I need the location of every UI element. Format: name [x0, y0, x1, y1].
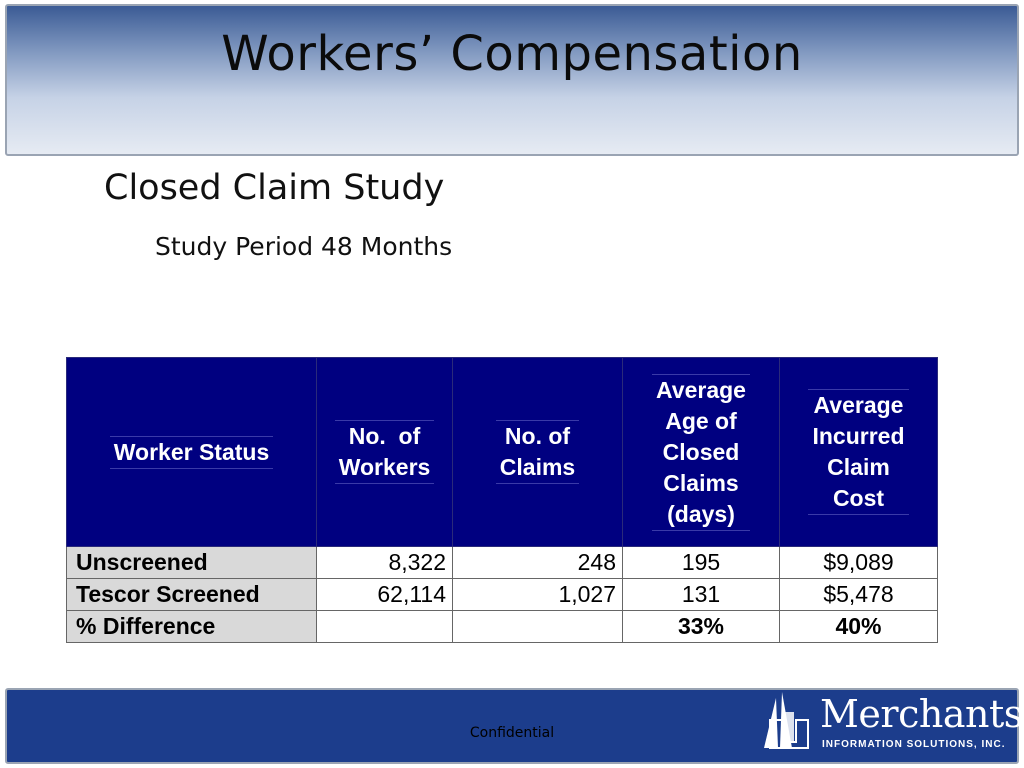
cell-cost: 40% [780, 611, 938, 643]
merchants-logo [762, 690, 1023, 756]
header-line: Cost [832, 485, 885, 511]
table-row [67, 547, 938, 579]
slide-title: Workers’ Compensation [221, 26, 803, 82]
header-line: Average [656, 376, 746, 403]
header-no-of-claims [453, 358, 623, 547]
header-line: Closed [662, 438, 740, 465]
header-no-of-workers [317, 358, 453, 547]
table-row [67, 579, 938, 611]
merchants-building-icon [762, 690, 812, 752]
confidential-label: Confidential [469, 725, 555, 741]
cell-claims: 248 [453, 547, 623, 579]
cell-workers: 8,322 [317, 547, 453, 579]
header-line: Claim [827, 454, 890, 480]
row-label: Unscreened [67, 547, 317, 579]
header-line: Average [813, 392, 904, 418]
cell-age: 195 [623, 547, 780, 579]
header-line: No. of [348, 423, 421, 449]
cell-workers [317, 611, 453, 643]
row-label: Tescor Screened [67, 579, 317, 611]
cell-age: 131 [623, 579, 780, 611]
cell-workers: 62,114 [317, 579, 453, 611]
logo-tagline: INFORMATION SOLUTIONS, INC. [822, 739, 1006, 750]
cell-cost: $9,089 [780, 547, 938, 579]
header-average-age [623, 358, 780, 547]
header-line: No. of [504, 423, 571, 449]
header-average-cost [780, 358, 938, 547]
claim-study-table [66, 357, 938, 643]
header-line: Workers [338, 454, 431, 480]
cell-age: 33% [623, 611, 780, 643]
header-line: (days) [667, 500, 735, 527]
header-line: Claims [499, 454, 576, 480]
slide-subtitle: Closed Claim Study [104, 168, 445, 208]
header-line: Age of [665, 407, 737, 434]
title-banner [5, 4, 1019, 156]
cell-claims [453, 611, 623, 643]
table-row [67, 611, 938, 643]
cell-cost: $5,478 [780, 579, 938, 611]
table-header-row [67, 358, 938, 547]
header-worker-status [67, 358, 317, 547]
row-label: % Difference [67, 611, 317, 643]
cell-claims: 1,027 [453, 579, 623, 611]
logo-wordmark: Merchants [820, 692, 1023, 736]
header-line: Claims [663, 469, 739, 496]
header-worker-status-label: Worker Status [110, 436, 274, 469]
header-line: Incurred [812, 423, 905, 449]
study-period: Study Period 48 Months [155, 232, 453, 261]
